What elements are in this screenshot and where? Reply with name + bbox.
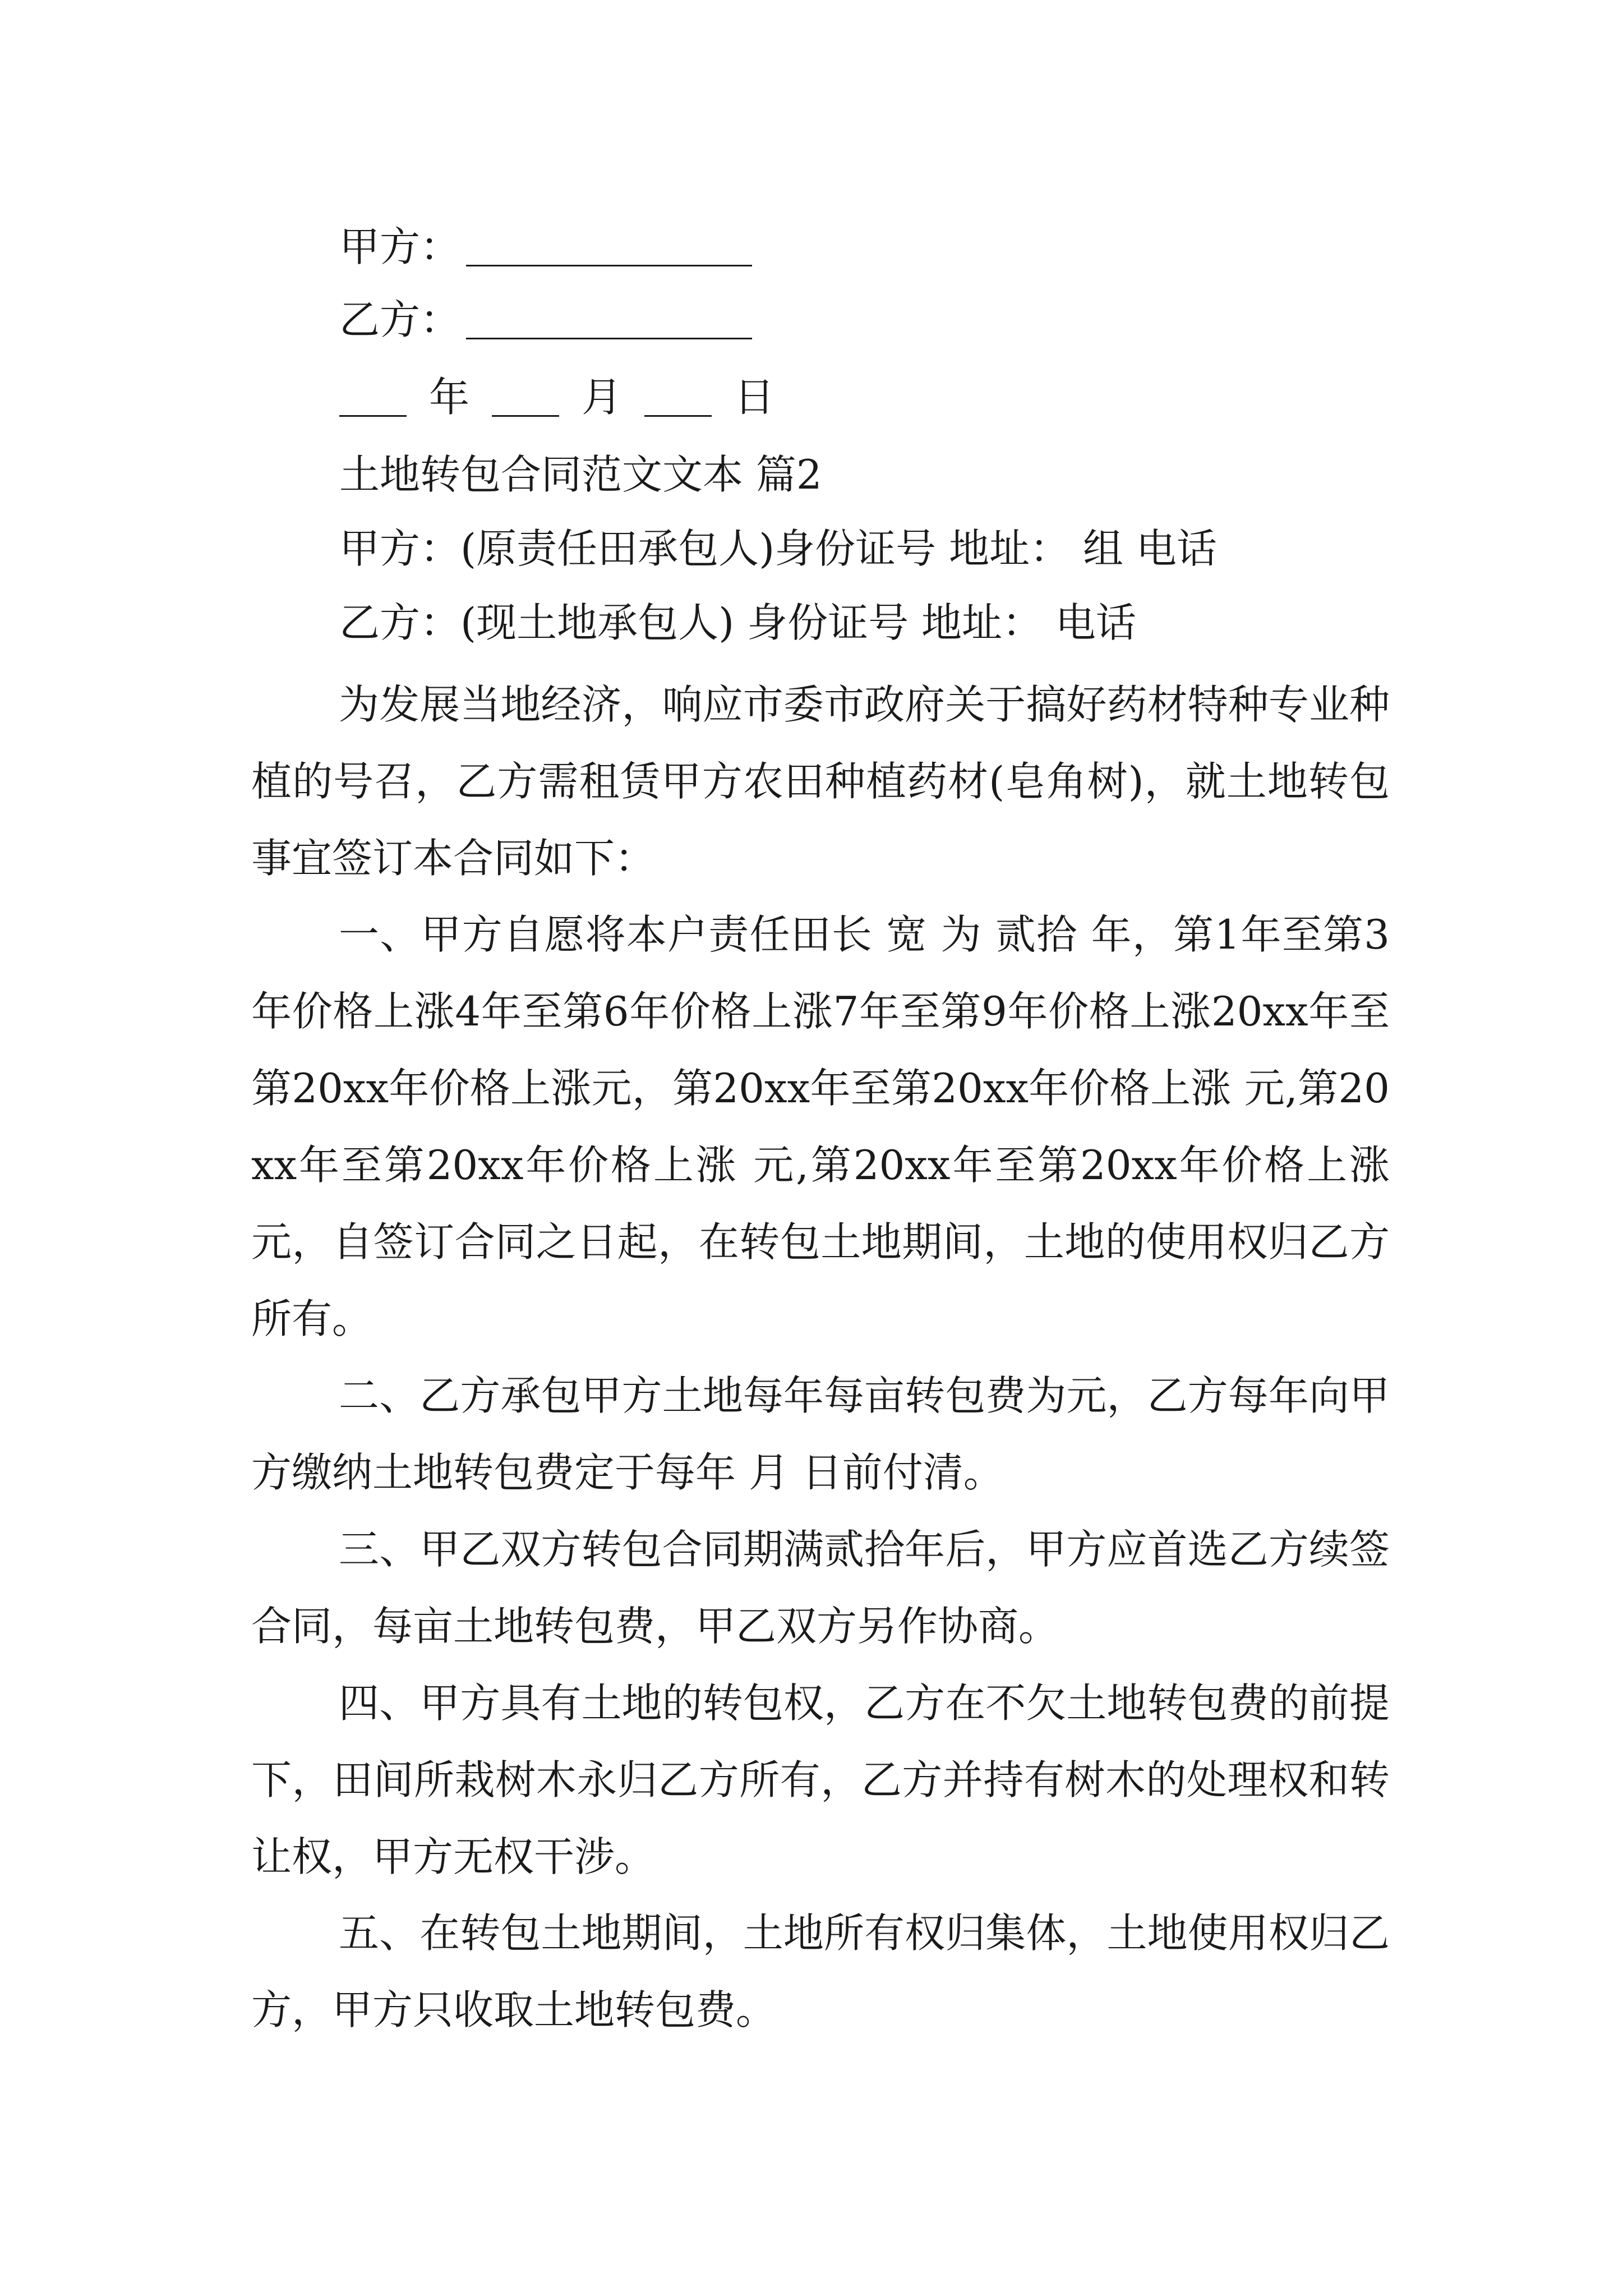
section-title: 土地转包合同范文文本 篇2 xyxy=(339,451,822,498)
party-b-signature-blank xyxy=(466,298,752,339)
year-label: 年 xyxy=(429,374,470,421)
party-a-signature-line xyxy=(339,220,752,274)
party-a-signature-label: 甲方： xyxy=(339,223,461,270)
clause-2: 二、乙方承包甲方土地每年每亩转包费为元，乙方每年向甲方缴纳土地转包费定于每年 月 日前付清。 xyxy=(251,1372,1390,1496)
contract-preamble: 为发展当地经济，响应市委市政府关于搞好药材特种专业种植的号召，乙方需租赁甲方农田种植药材(皂角树)，就土地转包事宜签订本合同如下： xyxy=(251,681,1390,882)
party-a-signature-blank xyxy=(466,226,752,266)
party-b-signature-line xyxy=(339,293,752,347)
signature-date-line xyxy=(339,370,774,424)
party-a-info: 甲方：(原责任田承包人)身份证号 地址： 组 电话 xyxy=(339,525,1217,572)
day-label: 日 xyxy=(734,374,775,421)
day-blank xyxy=(644,376,712,417)
month-label: 月 xyxy=(582,374,623,421)
clause-5: 五、在转包土地期间，土地所有权归集体，土地使用权归乙方，甲方只收取土地转包费。 xyxy=(251,1910,1390,2033)
clause-4: 四、甲方具有土地的转包权，乙方在不欠土地转包费的前提下，田间所栽树木永归乙方所有，乙方并持有树木的处理权和转让权，甲方无权干涉。 xyxy=(251,1680,1390,1880)
year-blank xyxy=(339,376,407,417)
clause-1: 一、甲方自愿将本户责任田长 宽 为 贰拾 年，第1年至第3年价格上涨4年至第6年价格上涨7年至第9年价格上涨20xx年至第20xx年价格上涨元，第20xx年至第20xx年价格上涨 元,第20xx年至第20xx年价格上涨 元,第20xx年至第20xx年价格上涨 元，自签订合同之日起，在转包土地期间，土地的使用权归乙方所有。 xyxy=(251,911,1390,1342)
month-blank xyxy=(492,376,559,417)
clause-3: 三、甲乙双方转包合同期满贰拾年后，甲方应首选乙方续签合同，每亩土地转包费，甲乙双方另作协商。 xyxy=(251,1526,1390,1650)
party-b-info: 乙方：(现土地承包人) 身份证号 地址： 电话 xyxy=(339,599,1136,646)
party-b-signature-label: 乙方： xyxy=(339,296,461,343)
